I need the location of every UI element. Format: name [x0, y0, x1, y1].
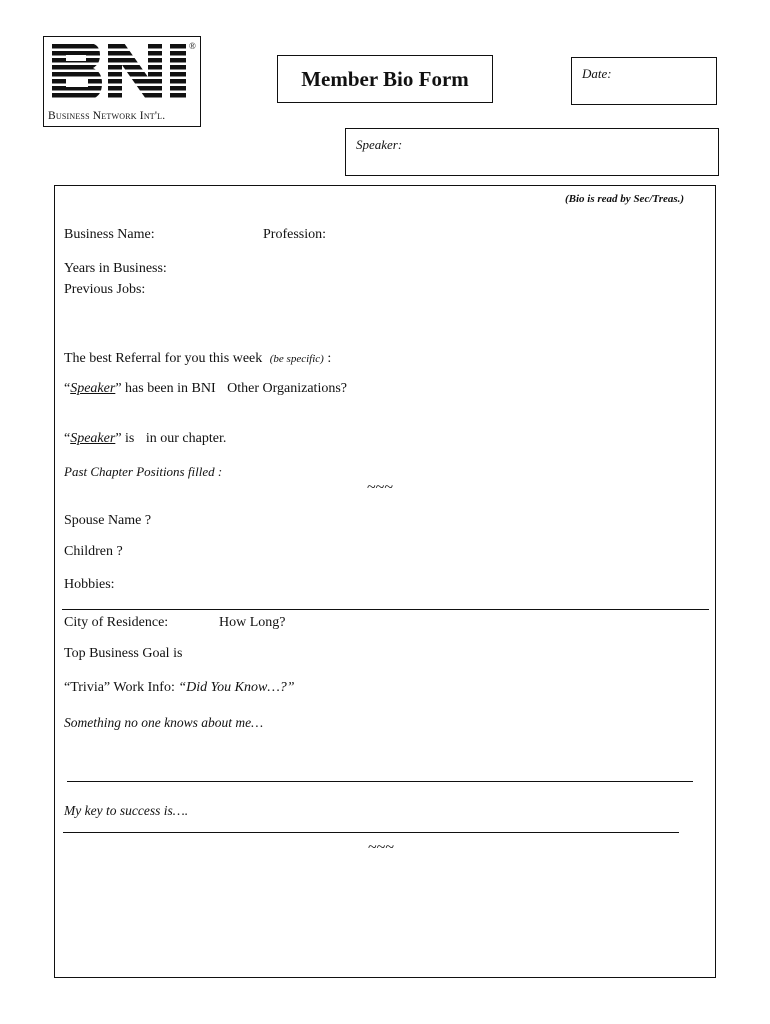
trivia-label: “Trivia” Work Info: — [64, 680, 175, 695]
registered-mark: ® — [189, 41, 196, 51]
speaker-label: Speaker: — [356, 137, 403, 152]
bni-logo — [43, 36, 201, 127]
spouse-label: Spouse Name ? — [64, 513, 152, 528]
key-success-label: My key to success is…. — [64, 803, 189, 818]
read-by-note: (Bio is read by Sec/Treas.) — [565, 193, 685, 205]
top-goal-label: Top Business Goal is — [64, 646, 183, 661]
something-label: Something no one knows about me… — [64, 715, 264, 730]
how-long-label: How Long? — [219, 615, 286, 630]
section-divider — [62, 609, 709, 610]
bio-form-body — [54, 185, 716, 978]
date-label: Date: — [582, 66, 612, 81]
business-name-label: Business Name: — [64, 227, 155, 242]
best-referral-colon: : — [327, 351, 332, 366]
profession-label: Profession: — [263, 227, 326, 242]
trivia-line — [64, 680, 295, 696]
best-referral-line — [64, 351, 331, 367]
bni-logo-mark — [44, 37, 202, 109]
children-label: Children ? — [64, 544, 123, 559]
city-label: City of Residence: — [64, 615, 169, 630]
did-you-know-text: “Did You Know…?” — [178, 680, 295, 695]
speaker-word-1: Speaker — [70, 381, 116, 396]
previous-jobs-label: Previous Jobs: — [64, 282, 146, 297]
chapter-role-text: ” is — [115, 431, 135, 446]
be-specific-note: (be specific) — [269, 353, 324, 365]
answer-line-1[interactable] — [67, 781, 693, 782]
section-separator-2: ~~~ — [368, 839, 394, 856]
open-quote-1: “ — [64, 381, 71, 396]
logo-tagline: Business Network Int'l. — [48, 110, 166, 122]
chapter-role-line — [64, 431, 226, 447]
years-in-business-label: Years in Business: — [64, 261, 167, 276]
hobbies-label: Hobbies: — [64, 577, 115, 592]
open-quote-2: “ — [64, 431, 71, 446]
bni-tenure-line — [64, 381, 347, 397]
speaker-field[interactable] — [345, 128, 719, 176]
speaker-word-2: Speaker — [70, 431, 116, 446]
form-title: Member Bio Form — [277, 55, 493, 103]
best-referral-label: The best Referral for you this week — [64, 351, 263, 366]
bni-tenure-text: ” has been in BNI — [115, 381, 216, 396]
answer-line-2[interactable] — [63, 832, 679, 833]
other-orgs-label: Other Organizations? — [227, 381, 347, 396]
section-separator-1: ~~~ — [367, 479, 393, 496]
past-positions-label: Past Chapter Positions filled : — [64, 464, 223, 479]
in-chapter-text: in our chapter. — [145, 431, 227, 446]
date-field[interactable] — [571, 57, 717, 105]
